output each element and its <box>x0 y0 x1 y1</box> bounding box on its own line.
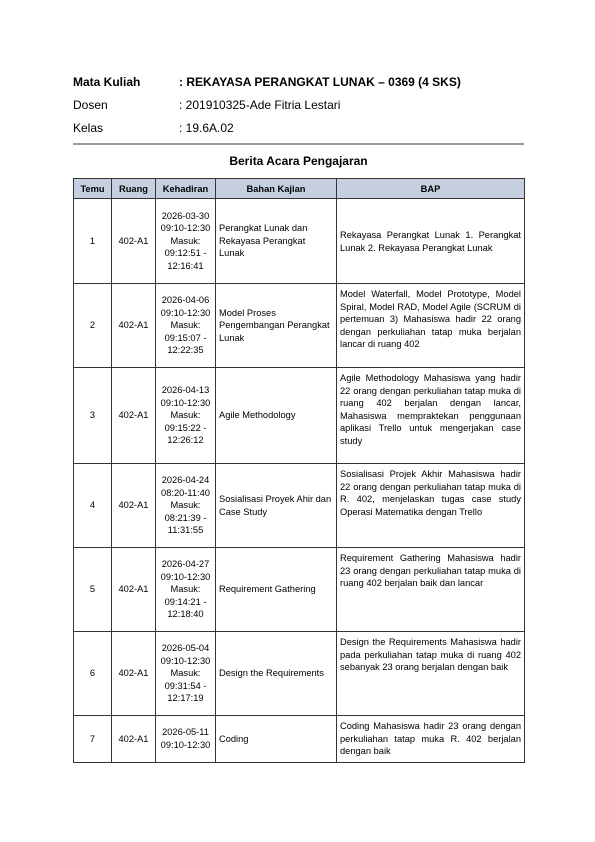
table-row <box>74 368 525 464</box>
header-bap: BAP <box>337 179 525 199</box>
cell-ruang: 402-A1 <box>112 368 156 464</box>
table-row <box>74 632 525 716</box>
table-row <box>74 716 525 763</box>
cell-temu: 3 <box>74 368 112 464</box>
page-title: Berita Acara Pengajaran <box>229 154 368 168</box>
header-kehadiran: Kehadiran <box>156 179 216 199</box>
cell-bahan-kajian: Agile Methodology <box>216 368 337 464</box>
divider <box>73 143 524 145</box>
table-row <box>74 284 525 368</box>
table-row <box>74 199 525 284</box>
dosen-label: Dosen <box>73 97 108 112</box>
cell-kehadiran: 2026-04-27 09:10-12:30 Masuk: 09:14:21 - 12:18:40 <box>156 548 216 632</box>
cell-bap: Coding Mahasiswa hadir 23 orang dengan perkuliahan tatap muka R. 402 berjalan dengan baik <box>337 716 525 763</box>
cell-bap: Design the Requirements Mahasiswa hadir pada perkuliahan tatap muka di ruang 402 sebanyak 23 orang berjalan dengan baik <box>337 632 525 716</box>
cell-bahan-kajian: Coding <box>216 716 337 763</box>
course-info <box>73 70 533 139</box>
kelas-row <box>73 116 533 139</box>
mata-kuliah-row <box>73 70 533 93</box>
header-temu: Temu <box>74 179 112 199</box>
cell-temu: 7 <box>74 716 112 763</box>
cell-temu: 1 <box>74 199 112 284</box>
table-header-row <box>74 179 525 199</box>
cell-bap: Sosialisasi Projek Akhir Mahasiswa hadir 22 orang dengan perkuliahan tatap muka di R. 402, menjelaskan tugas case study Operasi Matematika dengan Trello <box>337 464 525 548</box>
cell-ruang: 402-A1 <box>112 716 156 763</box>
cell-bap: Model Waterfall, Model Prototype, Model Spiral, Model RAD, Model Agile (SCRUM di pertemuan 3) Mahasiswa hadir 22 orang dengan perkuliahan tatap muka berjalan lancar di ruang 402 <box>337 284 525 368</box>
cell-kehadiran: 2026-03-30 09:10-12:30 Masuk: 09:12:51 - 12:16:41 <box>156 199 216 284</box>
cell-bahan-kajian: Perangkat Lunak dan Rekayasa Perangkat Lunak <box>216 199 337 284</box>
cell-temu: 2 <box>74 284 112 368</box>
cell-kehadiran: 2026-04-06 09:10-12:30 Masuk: 09:15:07 - 12:22:35 <box>156 284 216 368</box>
cell-ruang: 402-A1 <box>112 632 156 716</box>
cell-ruang: 402-A1 <box>112 199 156 284</box>
cell-bahan-kajian: Design the Requirements <box>216 632 337 716</box>
dosen-value: : 201910325-Ade Fitria Lestari <box>179 97 341 112</box>
cell-kehadiran: 2026-05-11 09:10-12:30 <box>156 716 216 763</box>
cell-ruang: 402-A1 <box>112 284 156 368</box>
dosen-row <box>73 93 533 116</box>
cell-temu: 5 <box>74 548 112 632</box>
cell-bap: Agile Methodology Mahasiswa yang hadir 22 orang dengan perkuliahan tatap muka di ruang 402 berjalan dengan lancar, Mahasiswa mempraktekan penggunaan aplikasi Trello untuk mengerjakan case study <box>337 368 525 464</box>
cell-kehadiran: 2026-05-04 09:10-12:30 Masuk: 09:31:54 - 12:17:19 <box>156 632 216 716</box>
table-row <box>74 548 525 632</box>
kelas-value: : 19.6A.02 <box>179 120 234 135</box>
kelas-label: Kelas <box>73 120 104 135</box>
header-ruang: Ruang <box>112 179 156 199</box>
cell-kehadiran: 2026-04-13 09:10-12:30 Masuk: 09:15:22 - 12:26:12 <box>156 368 216 464</box>
cell-bap: Rekayasa Perangkat Lunak 1. Perangkat Lunak 2. Rekayasa Perangkat Lunak <box>337 199 525 284</box>
cell-kehadiran: 2026-04-24 08:20-11:40 Masuk: 08:21:39 - 11:31:55 <box>156 464 216 548</box>
mata-kuliah-label: Mata Kuliah <box>73 74 141 89</box>
cell-temu: 4 <box>74 464 112 548</box>
mata-kuliah-value: : REKAYASA PERANGKAT LUNAK – 0369 (4 SKS) <box>179 74 461 89</box>
cell-bahan-kajian: Model Proses Pengembangan Perangkat Lunak <box>216 284 337 368</box>
header-bahan-kajian: Bahan Kajian <box>216 179 337 199</box>
cell-bahan-kajian: Requirement Gathering <box>216 548 337 632</box>
bap-table <box>73 178 525 763</box>
cell-temu: 6 <box>74 632 112 716</box>
table-row <box>74 464 525 548</box>
cell-bahan-kajian: Sosialisasi Proyek Ahir dan Case Study <box>216 464 337 548</box>
cell-ruang: 402-A1 <box>112 548 156 632</box>
cell-bap: Requirement Gathering Mahasiswa hadir 23 orang dengan perkuliahan tatap muka di ruang 402 berjalan baik dan lancar <box>337 548 525 632</box>
cell-ruang: 402-A1 <box>112 464 156 548</box>
